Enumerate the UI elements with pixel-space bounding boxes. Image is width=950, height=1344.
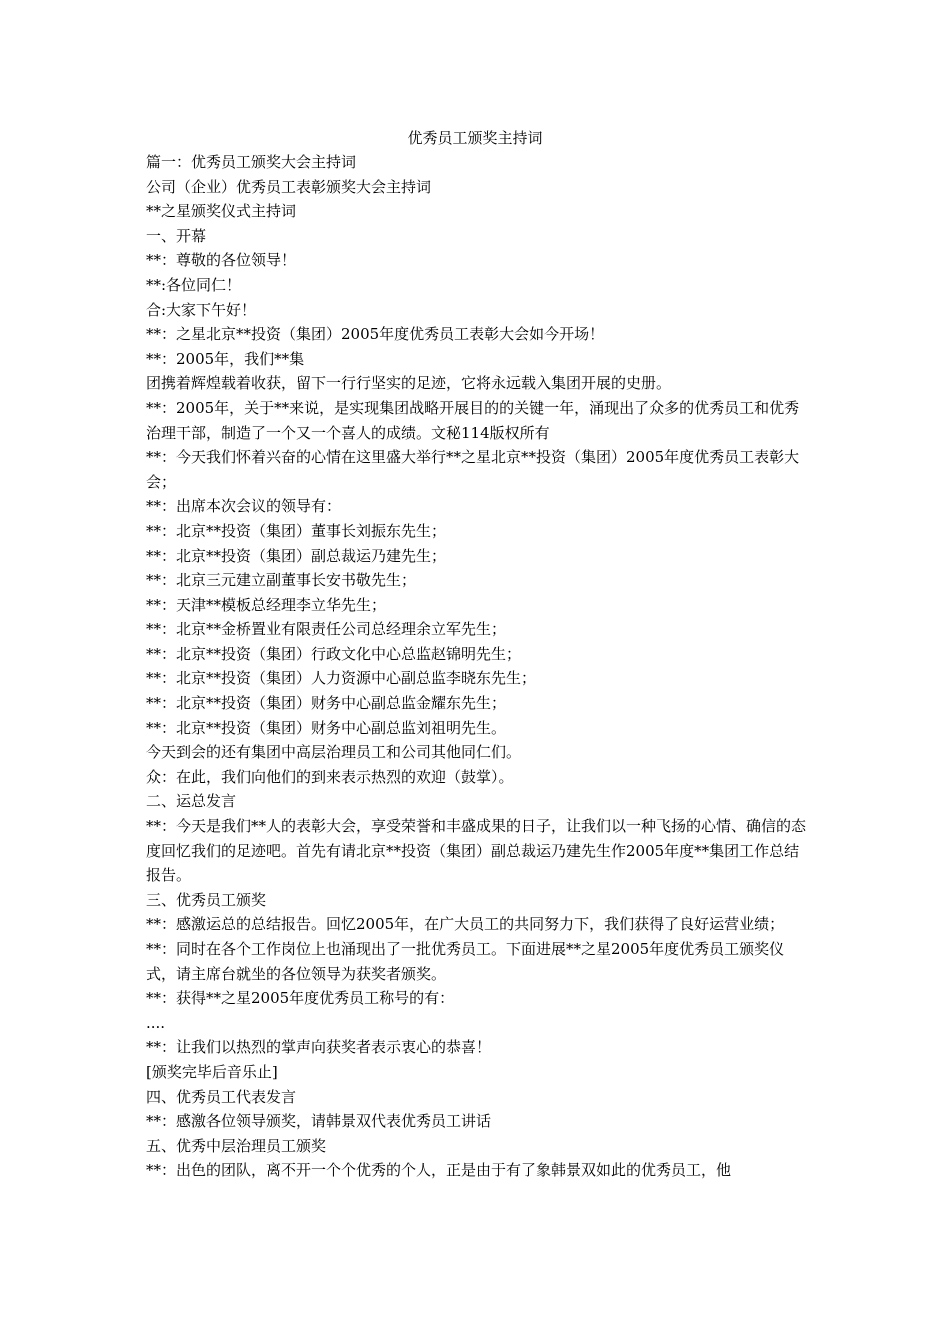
paragraph: 五、优秀中层治理员工颁奖	[146, 1136, 327, 1155]
paragraph: **：感激各位领导颁奖，请韩景双代表优秀员工讲话	[146, 1112, 492, 1131]
paragraph: [颁奖完毕后音乐止]	[146, 1062, 278, 1081]
paragraph: **：出色的团队，离不开一个个优秀的个人，正是由于有了象韩景双如此的优秀员工，他	[146, 1161, 732, 1180]
paragraph: **：出席本次会议的领导有：	[146, 497, 342, 516]
paragraph: **：同时在各个工作岗位上也涌现出了一批优秀员工。下面进展**之星2005年度优秀员工颁奖仪式，请主席台就坐的各位领导为获奖者颁奖。	[146, 940, 785, 983]
paragraph: **：天津**模板总经理李立华先生；	[146, 595, 387, 614]
paragraph: **：让我们以热烈的掌声向获奖者表示衷心的恭喜！	[146, 1038, 492, 1057]
paragraph: **：北京三元建立副董事长安书敬先生；	[146, 571, 417, 590]
paragraph: **：2005年，关于**来说，是实现集团战略开展目的的关键一年，涌现出了众多的优秀员工和优秀治理干部，制造了一个又一个喜人的成绩。文秘114版权所有	[146, 398, 800, 442]
paragraph: **：北京**投资（集团）行政文化中心总监赵锦明先生；	[146, 644, 522, 663]
paragraph: 四、优秀员工代表发言	[146, 1087, 297, 1106]
paragraph: **：之星北京**投资（集团）2005年度优秀员工表彰大会如今开场！	[146, 325, 605, 344]
paragraph: **:各位同仁！	[146, 275, 242, 294]
paragraph: 篇一：优秀员工颁奖大会主持词	[146, 153, 357, 171]
paragraph: 二、运总发言	[146, 792, 237, 811]
paragraph: **之星颁奖仪式主持词	[146, 202, 297, 221]
paragraph: 团携着辉煌载着收获，留下一行行坚实的足迹，它将永远载入集团开展的史册。	[146, 374, 672, 393]
paragraph: **：获得**之星2005年度优秀员工称号的有：	[146, 989, 455, 1008]
document-title: 优秀员工颁奖主持词	[407, 129, 543, 147]
paragraph: 今天到会的还有集团中高层治理员工和公司其他同仁们。	[146, 743, 522, 762]
paragraph: **：北京**投资（集团）董事长刘振东先生；	[146, 521, 447, 540]
paragraph: **：尊敬的各位领导！	[146, 251, 297, 270]
paragraph: **：北京**投资（集团）财务中心副总监刘祖明先生。	[146, 718, 507, 737]
paragraph: 一、开幕	[146, 226, 207, 245]
paragraph: **：今天我们怀着兴奋的心情在这里盛大举行**之星北京**投资（集团）2005年度优秀员工表彰大会；	[146, 448, 800, 491]
paragraph: 众：在此，我们向他们的到来表示热烈的欢迎（鼓掌）。	[146, 767, 514, 786]
paragraph: **：北京**金桥置业有限责任公司总经理余立军先生；	[146, 620, 507, 639]
paragraph: **：感激运总的总结报告。回忆2005年，在广大员工的共同努力下，我们获得了良好运营业绩；	[146, 915, 785, 934]
paragraph: 合:大家下午好！	[146, 300, 257, 319]
paragraph: **：北京**投资（集团）人力资源中心副总监李晓东先生；	[146, 669, 537, 688]
paragraph: **：北京**投资（集团）副总裁运乃建先生；	[146, 546, 447, 565]
paragraph: 三、优秀员工颁奖	[146, 890, 267, 909]
paragraph: 公司（企业）优秀员工表彰颁奖大会主持词	[146, 177, 432, 196]
document-body	[146, 150, 811, 1183]
paragraph: ....	[146, 1013, 166, 1032]
paragraph: **：今天是我们**人的表彰大会，享受荣誉和丰盛成果的日子，让我们以一种飞扬的心情、确信的态度回忆我们的足迹吧。首先有请北京**投资（集团）副总裁运乃建先生作2005年度**集团工作总结报告。	[146, 817, 807, 885]
paragraph: **：北京**投资（集团）财务中心副总监金耀东先生；	[146, 694, 507, 713]
paragraph: **：2005年，我们**集	[146, 349, 305, 368]
